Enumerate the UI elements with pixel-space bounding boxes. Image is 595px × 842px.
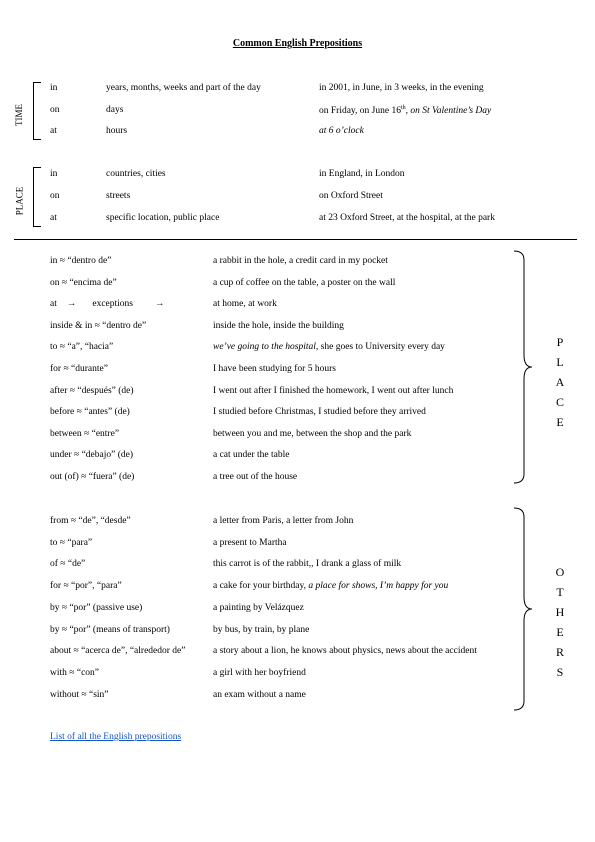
section-divider xyxy=(14,239,577,240)
time-bracket xyxy=(33,82,41,140)
prepositions-list-link[interactable]: List of all the English prepositions xyxy=(50,732,182,742)
place-brace xyxy=(512,250,534,484)
place-row-preposition: before ≈ “antes” (de) xyxy=(50,407,130,417)
place-row-example: a cup of coffee on the table, a poster on the wall xyxy=(213,278,396,288)
place-side-letter: E xyxy=(556,415,564,429)
place-row-preposition: after ≈ “después” (de) xyxy=(50,386,134,396)
place-row-preposition: under ≈ “debajo” (de) xyxy=(50,450,134,460)
others-row-preposition: about ≈ “acerca de”, “alrededor de” xyxy=(50,646,186,656)
place-row-preposition: on ≈ “encima de” xyxy=(50,278,117,288)
others-row-preposition: without ≈ “sin” xyxy=(50,690,109,700)
place-label: PLACE xyxy=(14,186,25,216)
page-title: Common English Prepositions xyxy=(232,38,363,49)
arrow-right-icon: → xyxy=(66,299,77,309)
place-example: at 23 Oxford Street, at the hospital, at the park xyxy=(319,213,495,223)
place-side-letter: A xyxy=(555,375,565,389)
place-row-preposition: for ≈ “durante” xyxy=(50,364,108,374)
others-row-example: a letter from Paris, a letter from John xyxy=(213,516,354,526)
others-row-preposition: by ≈ “por” (passive use) xyxy=(50,603,143,613)
place-side-letter: P xyxy=(556,335,564,349)
place-row-preposition: in ≈ “dentro de” xyxy=(50,256,112,266)
others-row-example: an exam without a name xyxy=(213,690,306,700)
others-side-letter: O xyxy=(555,565,565,579)
place-use: streets xyxy=(106,191,131,201)
time-label: TIME xyxy=(14,104,24,126)
place-side-letter: L xyxy=(556,355,564,369)
time-use: days xyxy=(106,105,124,115)
others-side-letter: T xyxy=(556,585,564,599)
others-row-preposition: by ≈ “por” (means of transport) xyxy=(50,625,170,635)
place-example: on Oxford Street xyxy=(319,191,383,201)
place-row-example: a cat under the table xyxy=(213,450,290,460)
others-row-example: a painting by Velázquez xyxy=(213,603,304,613)
others-row-preposition: of ≈ “de” xyxy=(50,559,86,569)
others-row-preposition: to ≈ “para” xyxy=(50,538,93,548)
place-prep: at xyxy=(50,213,57,223)
place-bracket xyxy=(33,167,41,227)
place-row-example: I have been studying for 5 hours xyxy=(213,364,336,374)
others-row-example: a cake for your birthday, a place for shows, I’m happy for you xyxy=(213,581,449,591)
others-side-letter: E xyxy=(556,625,564,639)
place-row-example: inside the hole, inside the building xyxy=(213,321,344,331)
others-row-preposition: with ≈ “con” xyxy=(50,668,100,678)
others-row-example: a present to Martha xyxy=(213,538,287,548)
time-example: in 2001, in June, in 3 weeks, in the evening xyxy=(319,83,484,93)
time-prep: on xyxy=(50,105,60,115)
place-use: countries, cities xyxy=(106,169,166,179)
place-row-preposition: between ≈ “entre” xyxy=(50,429,120,439)
others-row-example: by bus, by train, by plane xyxy=(213,625,310,635)
place-row-example: a tree out of the house xyxy=(213,472,298,482)
time-example: at 6 o’clock xyxy=(319,126,364,136)
time-example: on Friday, on June 16th, on St Valentine’s Day xyxy=(319,105,492,117)
others-side-letter: S xyxy=(556,665,564,679)
others-row-example: a story about a lion, he knows about physics, news about the accident xyxy=(213,646,477,656)
place-row-example: a rabbit in the hole, a credit card in my pocket xyxy=(213,256,388,266)
others-row-preposition: from ≈ “de”, “desde” xyxy=(50,516,131,526)
others-side-letter: R xyxy=(555,645,564,659)
others-row-example: this carrot is of the rabbit,, I drank a glass of milk xyxy=(213,559,402,569)
place-prep: on xyxy=(50,191,60,201)
time-use: hours xyxy=(106,126,128,136)
place-row-example: we’ve going to the hospital, she goes to University every day xyxy=(213,342,445,352)
arrow-right-icon: → xyxy=(155,299,165,309)
place-use: specific location, public place xyxy=(106,213,220,223)
place-row-example: I studied before Christmas, I studied before they arrived xyxy=(213,407,426,417)
place-row-preposition: at → exceptions → xyxy=(50,299,165,309)
place-side-label xyxy=(553,332,567,432)
others-row-example: a girl with her boyfriend xyxy=(213,668,306,678)
place-prep: in xyxy=(50,169,58,179)
time-prep: at xyxy=(50,126,57,136)
others-side-label xyxy=(553,562,567,682)
others-brace xyxy=(512,507,534,711)
others-row-preposition: for ≈ “por”, “para” xyxy=(50,581,122,591)
place-row-preposition: inside & in ≈ “dentro de” xyxy=(50,321,147,331)
time-prep: in xyxy=(50,83,58,93)
place-row-preposition: out (of) ≈ “fuera” (de) xyxy=(50,472,135,482)
place-row-example: I went out after I finished the homework, I went out after lunch xyxy=(213,386,454,396)
place-row-example: at home, at work xyxy=(213,299,277,309)
place-example: in England, in London xyxy=(319,169,405,179)
place-side-letter: C xyxy=(555,395,564,409)
time-use: years, months, weeks and part of the day xyxy=(106,83,261,93)
place-row-preposition: to ≈ “a”, “hacia” xyxy=(50,342,114,352)
place-row-example: between you and me, between the shop and the park xyxy=(213,429,412,439)
others-side-letter: H xyxy=(555,605,565,619)
